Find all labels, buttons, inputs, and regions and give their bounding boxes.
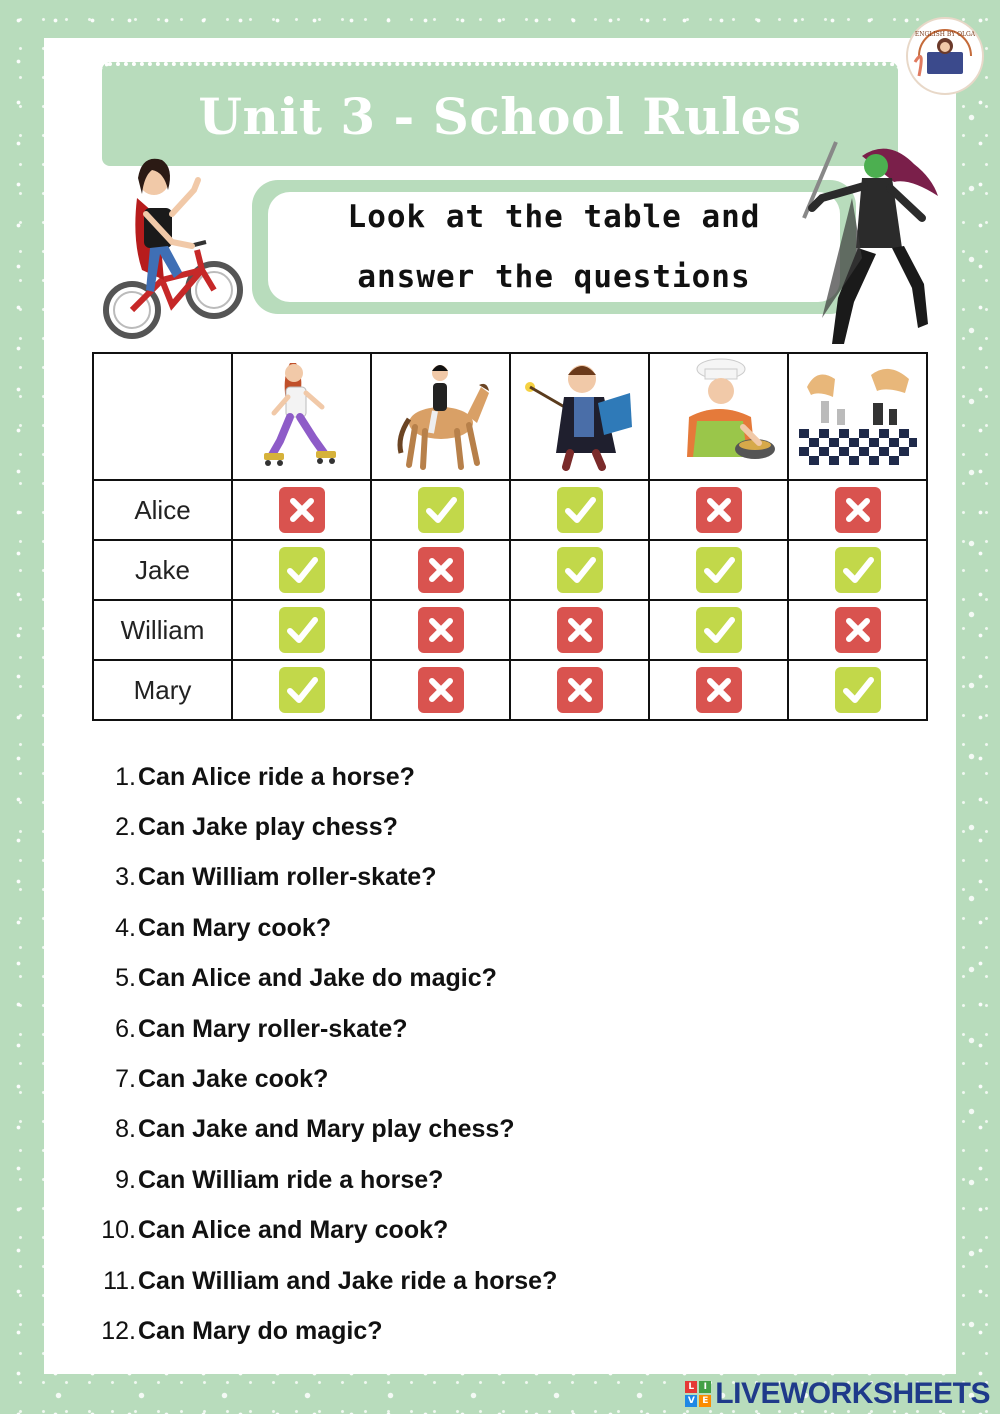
liveworksheets-brand	[685, 1376, 990, 1412]
cross-icon	[695, 486, 743, 534]
cross-icon	[834, 486, 882, 534]
student-name: Alice	[93, 480, 232, 540]
check-icon	[417, 486, 465, 534]
question-number: 6.	[115, 1014, 136, 1043]
question-item	[96, 1256, 557, 1306]
question-item	[96, 1206, 557, 1256]
mark-cell	[232, 600, 371, 660]
mark-cell	[371, 660, 510, 720]
mark-cell	[788, 480, 927, 540]
mark-cell	[649, 540, 788, 600]
question-number: 2.	[115, 813, 136, 842]
horse-riding-icon	[391, 357, 491, 472]
cross-icon	[278, 486, 326, 534]
mark-cell	[232, 480, 371, 540]
magic-header	[510, 353, 649, 480]
student-name: William	[93, 600, 232, 660]
question-item	[96, 1105, 557, 1155]
liveworksheets-wordmark: LIVEWORKSHEETS	[715, 1377, 990, 1410]
question-item	[96, 853, 557, 903]
svg-text:ENGLISH BY OLGA: ENGLISH BY OLGA	[914, 31, 976, 38]
question-number: 8.	[115, 1115, 136, 1144]
instructions-inner	[268, 192, 840, 302]
question-text: Can Jake play chess?	[138, 813, 398, 842]
cooking-header	[649, 353, 788, 480]
question-item	[96, 1004, 557, 1054]
mark-cell	[649, 480, 788, 540]
mark-cell	[510, 480, 649, 540]
question-text: Can William roller-skate?	[138, 863, 437, 892]
mark-cell	[371, 480, 510, 540]
check-icon	[278, 606, 326, 654]
magic-wizard-icon	[520, 357, 640, 472]
girl-on-bike-illustration	[102, 150, 247, 348]
question-number: 9.	[115, 1165, 136, 1194]
check-icon	[695, 546, 743, 594]
question-number: 7.	[115, 1065, 136, 1094]
check-icon	[834, 666, 882, 714]
cross-icon	[556, 606, 604, 654]
roller-skating-icon	[262, 357, 342, 472]
cross-icon	[834, 606, 882, 654]
mark-cell	[649, 660, 788, 720]
cross-icon	[417, 606, 465, 654]
mark-cell	[232, 540, 371, 600]
mark-cell	[649, 600, 788, 660]
cross-icon	[556, 666, 604, 714]
mark-cell	[788, 660, 927, 720]
question-item	[96, 1306, 557, 1356]
mark-cell	[510, 540, 649, 600]
question-item	[96, 954, 557, 1004]
check-icon	[556, 486, 604, 534]
question-item	[96, 752, 557, 802]
question-text: Can Mary roller-skate?	[138, 1014, 408, 1043]
question-number: 11.	[103, 1266, 136, 1295]
warrior-illustration	[792, 138, 942, 346]
question-text: Can Alice and Jake do magic?	[138, 964, 497, 993]
roller-skating-header	[232, 353, 371, 480]
table-row	[93, 480, 927, 540]
cooking-chef-icon	[659, 357, 779, 472]
question-text: Can Mary do magic?	[138, 1316, 383, 1345]
question-number: 10.	[101, 1216, 136, 1245]
mark-cell	[510, 600, 649, 660]
question-text: Can Jake cook?	[138, 1065, 329, 1094]
check-icon	[556, 546, 604, 594]
check-icon	[834, 546, 882, 594]
table-body	[93, 480, 927, 720]
mark-cell	[788, 540, 927, 600]
student-name: Mary	[93, 660, 232, 720]
question-number: 5.	[115, 964, 136, 993]
cross-icon	[417, 666, 465, 714]
instructions-box	[252, 180, 856, 314]
question-item	[96, 903, 557, 953]
mark-cell	[232, 660, 371, 720]
mark-cell	[371, 540, 510, 600]
question-text: Can Alice ride a horse?	[138, 762, 415, 791]
question-text: Can Alice and Mary cook?	[138, 1216, 449, 1245]
question-number: 1.	[115, 762, 136, 791]
question-text: Can Jake and Mary play chess?	[138, 1115, 515, 1144]
check-icon	[695, 606, 743, 654]
instructions-line-1: Look at the table and	[347, 199, 761, 235]
question-number: 3.	[115, 863, 136, 892]
liveworksheets-logo-icon: L I V E	[685, 1381, 711, 1407]
question-number: 12.	[101, 1316, 136, 1345]
question-text: Can William ride a horse?	[138, 1165, 444, 1194]
table-row	[93, 600, 927, 660]
page-title: Unit 3 - School Rules	[198, 86, 802, 146]
table-header-row	[93, 353, 927, 480]
question-item	[96, 1155, 557, 1205]
table-corner-cell	[93, 353, 232, 480]
chess-icon	[793, 357, 923, 472]
table-row	[93, 540, 927, 600]
question-item	[96, 802, 557, 852]
table-row	[93, 660, 927, 720]
horse-riding-header	[371, 353, 510, 480]
instructions-line-2: answer the questions	[357, 259, 751, 295]
mark-cell	[510, 660, 649, 720]
check-icon	[278, 666, 326, 714]
question-number: 4.	[115, 913, 136, 942]
question-text: Can Mary cook?	[138, 913, 332, 942]
student-name: Jake	[93, 540, 232, 600]
activity-table	[92, 352, 928, 721]
check-icon	[278, 546, 326, 594]
mark-cell	[371, 600, 510, 660]
cross-icon	[417, 546, 465, 594]
chess-header	[788, 353, 927, 480]
questions-list	[96, 752, 557, 1357]
question-text: Can William and Jake ride a horse?	[138, 1266, 558, 1295]
english-by-olga-logo	[905, 16, 985, 96]
mark-cell	[788, 600, 927, 660]
question-item	[96, 1054, 557, 1104]
cross-icon	[695, 666, 743, 714]
